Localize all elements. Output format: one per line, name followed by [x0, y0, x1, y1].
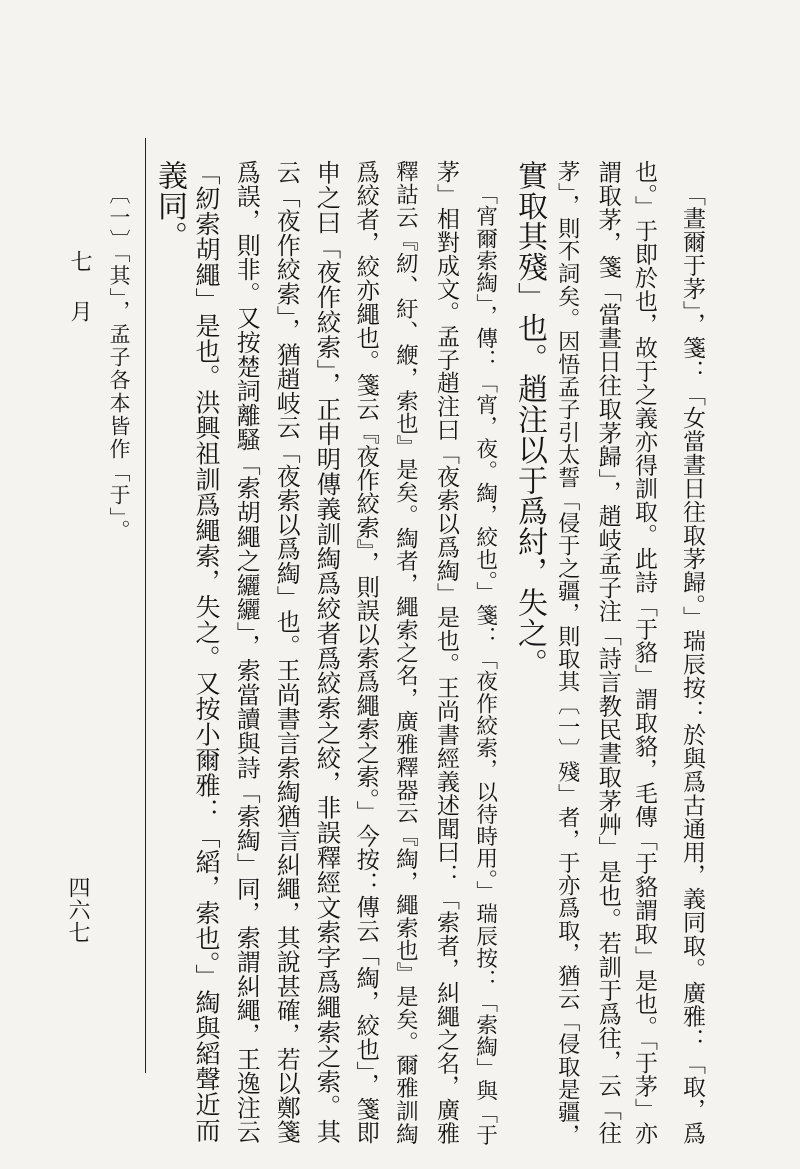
page-number: 四六七	[65, 876, 90, 944]
footnote: 〔一〕「其」，孟子各本皆作「于」。	[107, 183, 131, 543]
text-column-2: 也。」于即於也，故于之義亦得訓取。此詩「于貉」謂取貉，毛傳「于貉謂取」是也。「于茅」亦	[630, 160, 657, 1145]
text-column-6: 「宵爾索綯」，傳：「宵，夜。綯，絞也。」箋：「夜作絞索，以待時用。」瑞辰按：「索綯」與「于	[472, 183, 498, 1146]
text-column-5: 實取其殘」也。趙注以于爲紂，失之。	[512, 160, 547, 679]
text-column-8: 釋詁云『紉、紆、緶，索也』是矣。綯者，繩索之名，廣雅釋器云『綯，繩索也』是矣。爾雅訓綯	[392, 160, 419, 1146]
text-column-4: 茅」，則不詞矣。因悟孟子引太誓「侵于之疆，則取其〔一〕殘」者，于亦爲取，猶云「侵取是疆，	[554, 160, 581, 1146]
text-column-7: 茅」相對成文。孟子趙注曰「夜索以爲綯」是也。王尚書經義述聞曰：「索者，糾繩之名，廣雅	[432, 160, 459, 1145]
text-column-14: 義同。	[152, 160, 187, 252]
text-column-1: 「晝爾于茅」，箋：「女當晝日往取茅歸。」瑞辰按：於與爲古通用，義同取。廣雅：「取，爲	[678, 183, 705, 1145]
running-header: 七 月	[67, 250, 92, 325]
text-column-11: 云「夜作絞索」，猶趙岐云「夜索以爲綯」也。王尚書言索綯猶言糾繩，其說甚確，若以鄭箋	[272, 160, 301, 1144]
text-column-9: 爲絞者，絞亦繩也。箋云『夜作絞索』，則誤以索爲繩索之索。」今按：傳云「綯，絞也」，箋即	[352, 160, 380, 1145]
text-column-10: 申之曰「夜作絞索」，正申明傳義訓綯爲絞者爲絞索之絞，非誤釋經文索字爲繩索之索。其	[312, 160, 342, 1144]
text-column-13: 「紉索胡繩」是也。洪興祖訓爲繩索，失之。又按小爾雅：「縚，索也。」綯與縚聲近而	[192, 160, 222, 1143]
text-column-3: 謂取茅，箋「當晝日往取茅歸」，趙岐孟子注「詩言教民晝取茅艸」是也。若訓于爲往，云「往	[594, 160, 622, 1145]
footnote-divider	[145, 138, 146, 1073]
text-column-12: 爲誤，則非。又按楚詞離騷「索胡繩之纚纚」，索當讀與詩「索綯」同，索謂糾繩，王逸注云	[232, 160, 261, 1144]
